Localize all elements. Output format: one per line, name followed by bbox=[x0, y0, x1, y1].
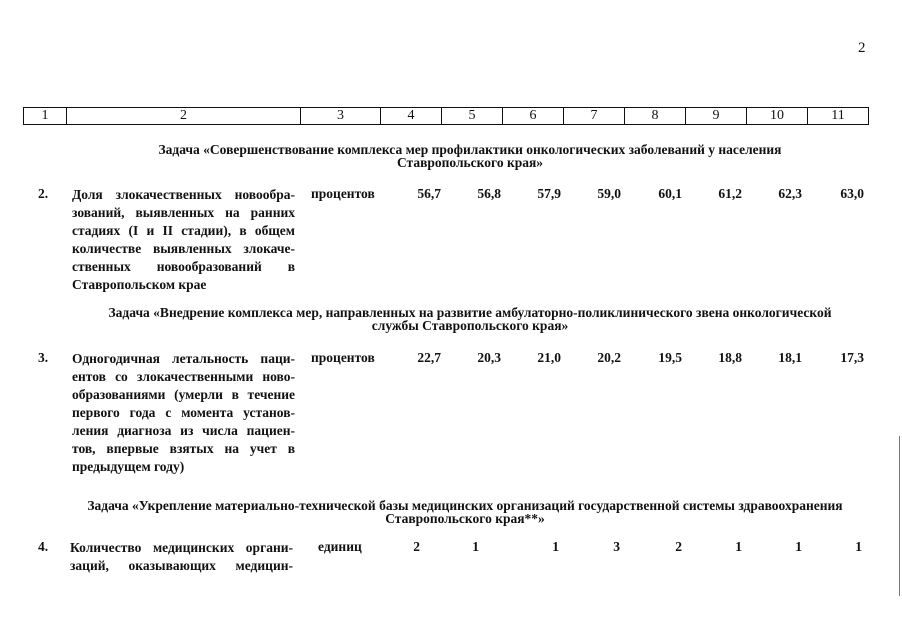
value-cell: 1 bbox=[472, 539, 479, 554]
column-header-2: 2 bbox=[67, 108, 301, 125]
column-header-4: 4 bbox=[381, 108, 442, 125]
description-line: зований, выявленных на ранних bbox=[72, 205, 295, 220]
column-header-1: 1 bbox=[24, 108, 67, 125]
description-line: ственных новообразований в bbox=[72, 259, 295, 274]
column-number-header bbox=[23, 107, 869, 125]
task-heading-line: Задача «Совершенствование комплекса мер профилактики онкологических заболеваний у населения bbox=[158, 142, 782, 157]
row-number: 3. bbox=[38, 350, 49, 365]
value-cell: 57,9 bbox=[537, 186, 561, 201]
description-line: Количество медицинских органи- bbox=[70, 540, 293, 555]
value-cell: 21,0 bbox=[537, 350, 561, 365]
unit-label: процентов bbox=[311, 350, 375, 365]
description-line: первого года с момента установ- bbox=[72, 405, 295, 420]
value-cell: 2 bbox=[413, 539, 420, 554]
value-cell: 20,2 bbox=[597, 350, 621, 365]
description-line: тов, впервые взятых на учет в bbox=[72, 441, 295, 456]
description-line: Одногодичная летальность паци- bbox=[72, 351, 295, 366]
column-header-7: 7 bbox=[564, 108, 625, 125]
unit-label: процентов bbox=[311, 186, 375, 201]
value-cell: 2 bbox=[675, 539, 682, 554]
value-cell: 19,5 bbox=[658, 350, 682, 365]
task-heading-line: Задача «Внедрение комплекса мер, направленных на развитие амбулаторно-поликлинического звена онкологической bbox=[108, 305, 832, 320]
value-cell: 61,2 bbox=[718, 186, 742, 201]
row-description bbox=[72, 350, 295, 476]
description-line: образованиями (умерли в течение bbox=[72, 387, 295, 402]
value-cell: 56,7 bbox=[417, 186, 441, 201]
task-heading-outpatient bbox=[60, 306, 880, 332]
description-line: Ставропольском крае bbox=[72, 277, 207, 292]
value-cell: 56,8 bbox=[477, 186, 501, 201]
value-cell: 60,1 bbox=[658, 186, 682, 201]
task-heading-prevention bbox=[100, 143, 840, 169]
column-header-3: 3 bbox=[301, 108, 381, 125]
task-heading-line: службы Ставропольского края» bbox=[371, 318, 569, 333]
column-header-11: 11 bbox=[808, 108, 869, 125]
value-cell: 3 bbox=[613, 539, 620, 554]
description-line: ления диагноза из числа пациен- bbox=[72, 423, 295, 438]
column-header-9: 9 bbox=[686, 108, 747, 125]
row-description bbox=[72, 186, 295, 294]
column-header-10: 10 bbox=[747, 108, 808, 125]
row-number: 4. bbox=[38, 539, 49, 554]
task-heading-infrastructure bbox=[50, 499, 880, 525]
value-cell: 18,1 bbox=[778, 350, 802, 365]
row-description bbox=[70, 539, 293, 575]
row-number: 2. bbox=[38, 186, 49, 201]
unit-label: единиц bbox=[318, 539, 362, 554]
column-header-8: 8 bbox=[625, 108, 686, 125]
value-cell: 1 bbox=[855, 539, 862, 554]
description-line: Доля злокачественных новообра- bbox=[72, 187, 295, 202]
scan-edge-line bbox=[899, 436, 900, 596]
value-cell: 17,3 bbox=[840, 350, 864, 365]
description-line: стадиях (I и II стадии), в общем bbox=[72, 223, 295, 238]
description-line: ентов со злокачественными ново- bbox=[72, 369, 295, 384]
value-cell: 22,7 bbox=[417, 350, 441, 365]
value-cell: 20,3 bbox=[477, 350, 501, 365]
value-cell: 1 bbox=[735, 539, 742, 554]
column-header-5: 5 bbox=[442, 108, 503, 125]
value-cell: 18,8 bbox=[718, 350, 742, 365]
task-heading-line: Задача «Укрепление материально-технической базы медицинских организаций государственной системы здравоохранения bbox=[87, 498, 843, 513]
value-cell: 59,0 bbox=[597, 186, 621, 201]
description-line: заций, оказывающих медицин- bbox=[70, 558, 293, 573]
task-heading-line: Ставропольского края» bbox=[396, 155, 544, 170]
task-heading-line: Ставропольского края**» bbox=[385, 511, 545, 526]
description-line: предыдущем году) bbox=[72, 459, 185, 474]
value-cell: 62,3 bbox=[778, 186, 802, 201]
description-line: количестве выявленных злокаче- bbox=[72, 241, 295, 256]
column-header-6: 6 bbox=[503, 108, 564, 125]
value-cell: 63,0 bbox=[840, 186, 864, 201]
value-cell: 1 bbox=[552, 539, 559, 554]
value-cell: 1 bbox=[795, 539, 802, 554]
page-number: 2 bbox=[858, 40, 866, 56]
